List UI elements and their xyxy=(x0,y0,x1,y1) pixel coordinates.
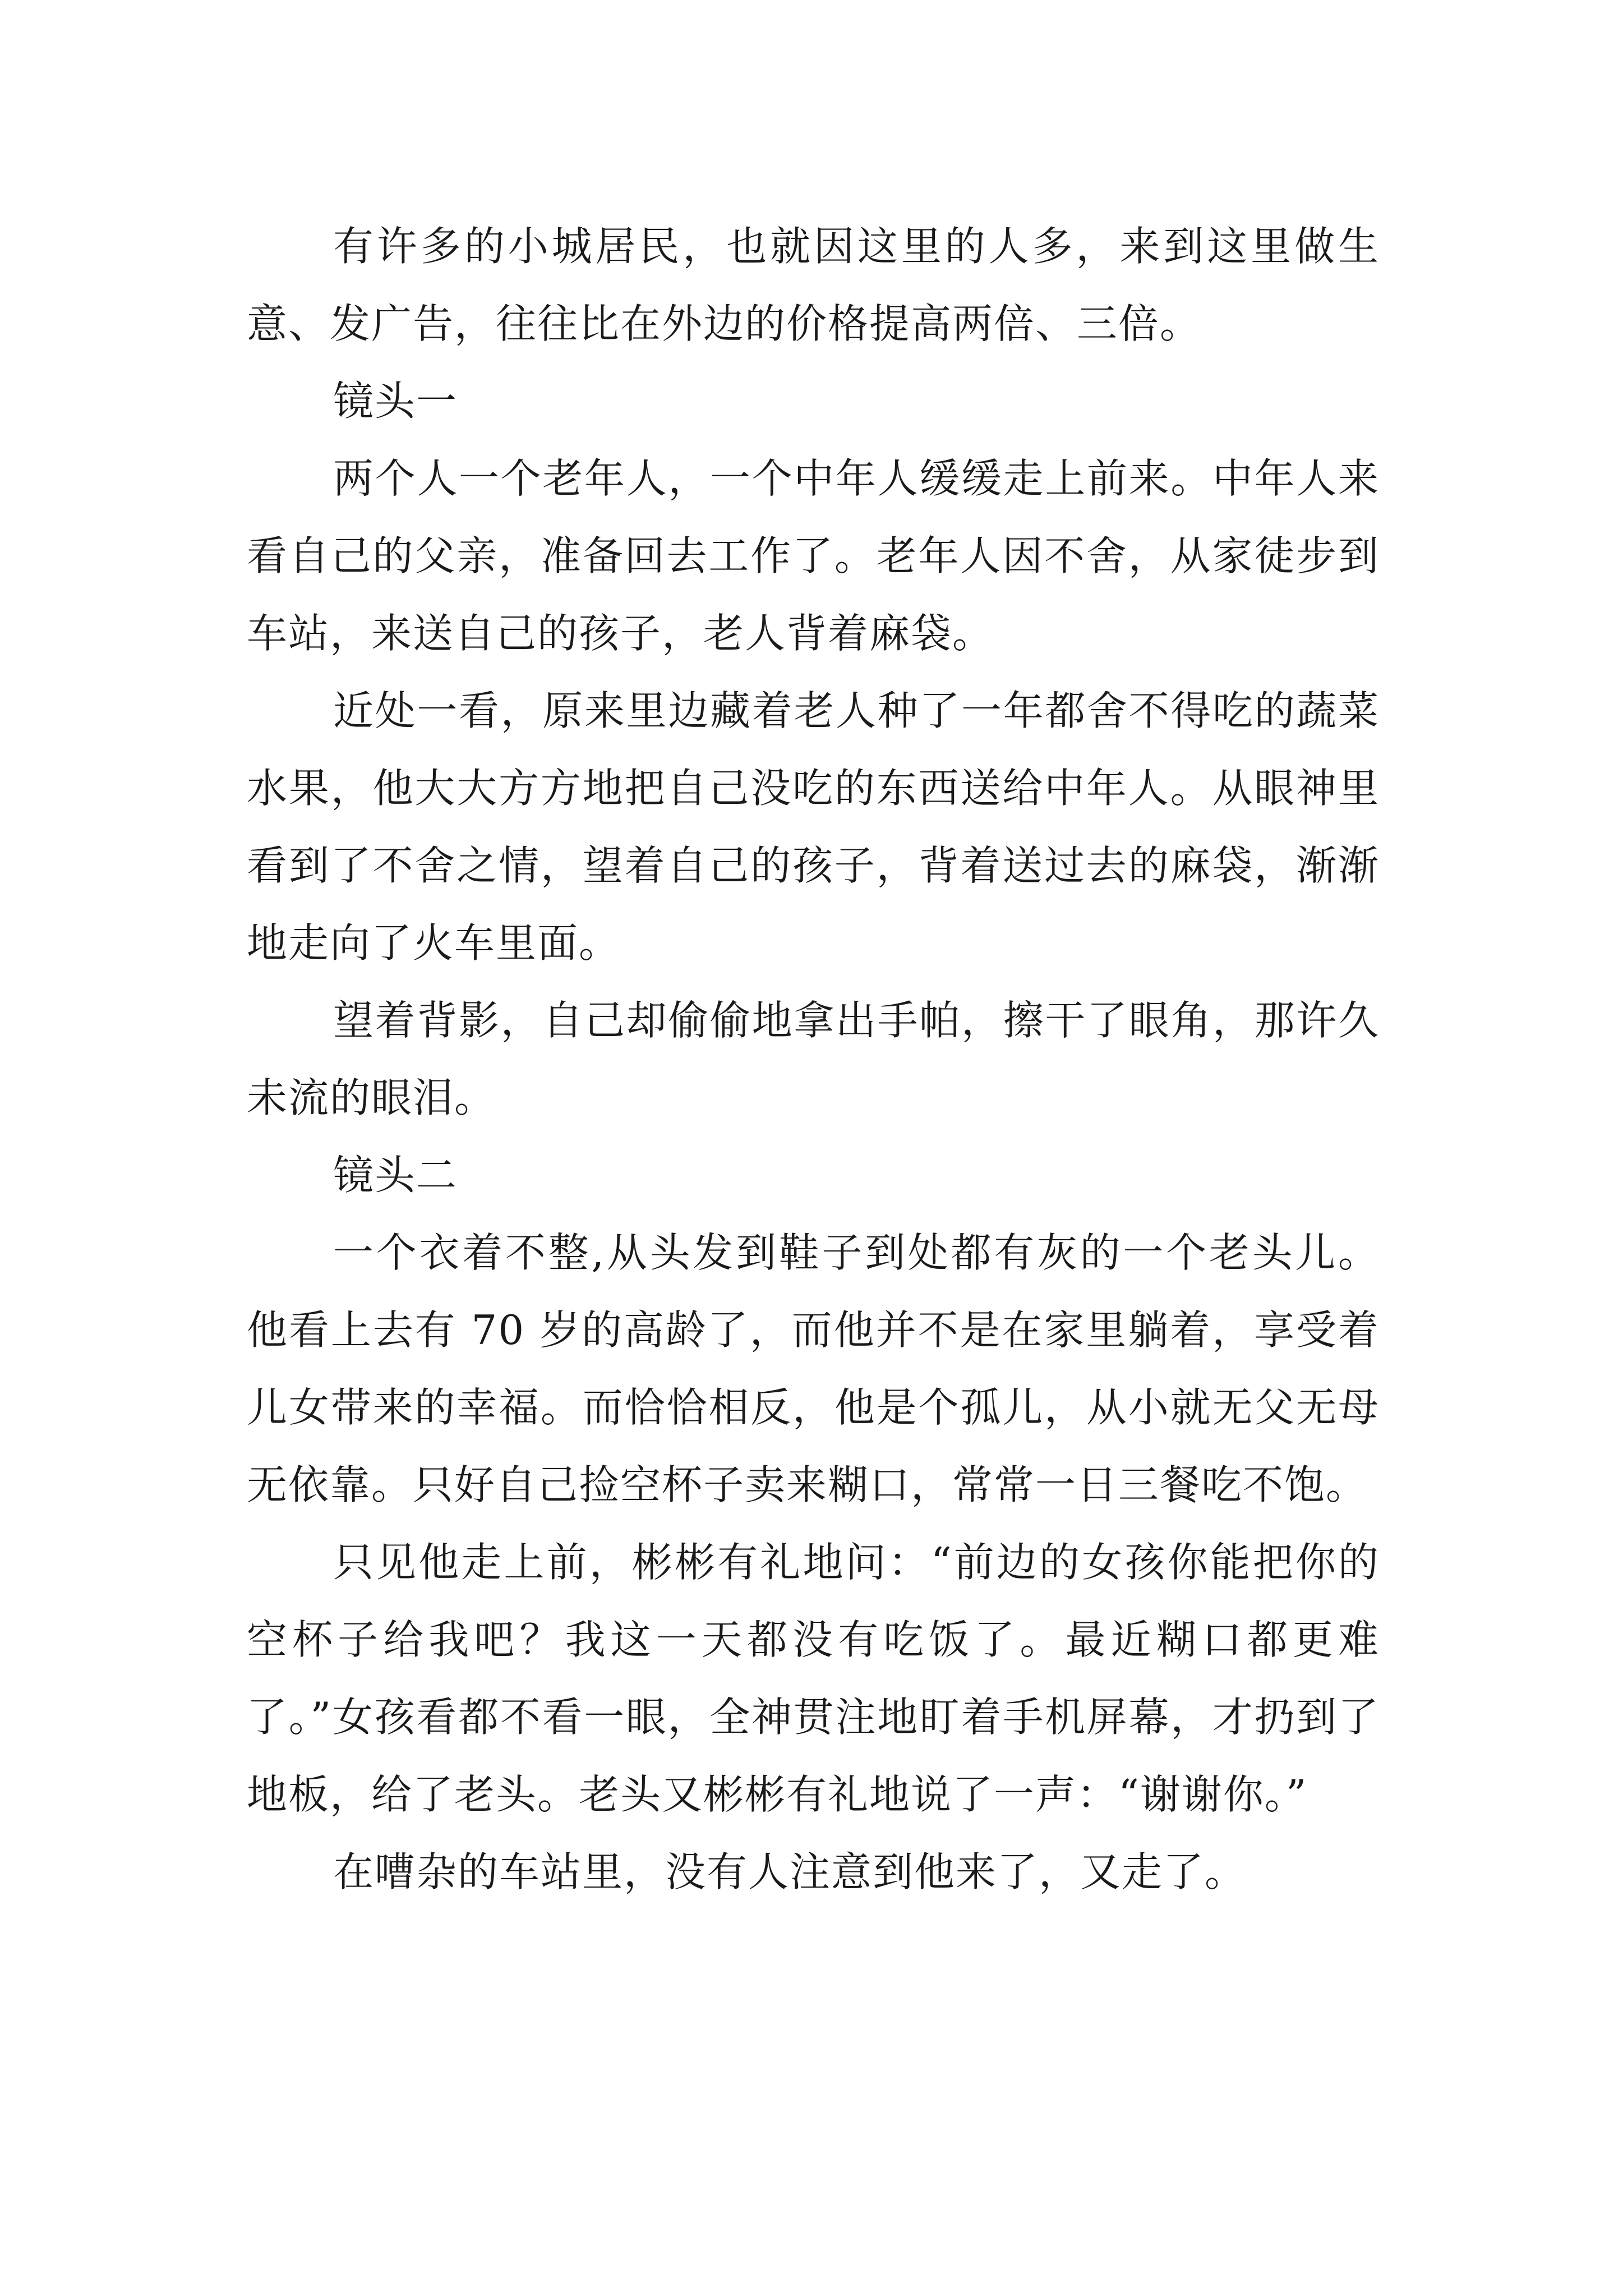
paragraph: 只见他走上前，彬彬有礼地问：“前边的女孩你能把你的空杯子给我吧？我这一天都没有吃饭了。最近糊口都更难了。”女孩看都不看一眼，全神贯注地盯着手机屏幕，才扔到了地板，给了老头。老头又彬彬有礼地说了一声：“谢谢你。” xyxy=(247,1539,1380,1818)
paragraph: 两个人一个老年人，一个中年人缓缓走上前来。中年人来看自己的父亲，准备回去工作了。老年人因不舍，从家徒步到车站，来送自己的孩子，老人背着麻袋。 xyxy=(247,455,1380,657)
document-body xyxy=(247,208,1380,1911)
paragraph: 一个衣着不整,从头发到鞋子到处都有灰的一个老头儿。他看上去有 70 岁的高龄了，而他并不是在家里躺着，享受着儿女带来的幸福。而恰恰相反，他是个孤儿，从小就无父无母无依靠。只好自己捡空杯子卖来糊口，常常一日三餐吃不饱。 xyxy=(247,1229,1380,1508)
section-heading-shot-two: 镜头二 xyxy=(333,1152,458,1199)
paragraph: 近处一看，原来里边藏着老人种了一年都舍不得吃的蔬菜水果，他大大方方地把自己没吃的东西送给中年人。从眼神里看到了不舍之情，望着自己的孩子，背着送过去的麻袋，渐渐地走向了火车里面。 xyxy=(247,687,1380,967)
paragraph: 望着背影，自己却偷偷地拿出手帕，擦干了眼角，那许久未流的眼泪。 xyxy=(247,997,1380,1121)
section-heading-shot-one: 镜头一 xyxy=(333,378,458,425)
paragraph-closing: 在嘈杂的车站里，没有人注意到他来了，又走了。 xyxy=(333,1848,1247,1895)
paragraph-intro: 有许多的小城居民，也就因这里的人多，来到这里做生意、发广告，往往比在外边的价格提高两倍、三倍。 xyxy=(247,223,1380,347)
